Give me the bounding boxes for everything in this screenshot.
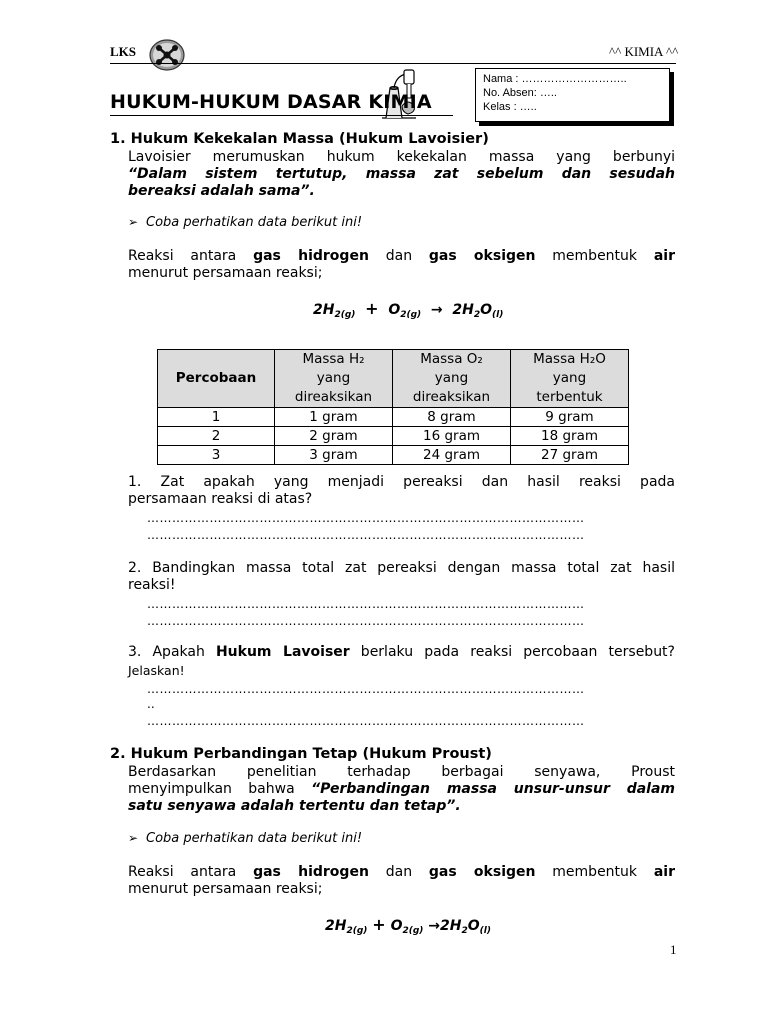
table-cell: 2 gram bbox=[275, 427, 393, 446]
atom-logo-icon bbox=[149, 39, 185, 71]
table-cell: 9 gram bbox=[511, 408, 629, 427]
lavoisier-quote-line1: “Dalam sistem tertutup, massa zat sebelum dan sesudah bbox=[128, 166, 675, 182]
table-cell: 8 gram bbox=[393, 408, 511, 427]
bullet-arrow-icon: ➢ bbox=[128, 831, 139, 845]
answer-line[interactable]: …………………………………………………………………………………………… bbox=[147, 714, 585, 728]
question-2-line1: 2. Bandingkan massa total zat pereaksi dengan massa total zat hasil bbox=[128, 560, 675, 576]
section1-intro: Lavoisier merumuskan hukum kekekalan massa yang berbunyi bbox=[128, 149, 675, 165]
reaction-equation-1: $2H_{2(g)} + O_{2(g)} \to 2H_2O_{(l)}$ bbox=[313, 299, 504, 320]
lavoisier-quote-line2: bereaksi adalah sama”. bbox=[128, 183, 315, 199]
lks-label: LKS bbox=[110, 44, 137, 59]
table-cell: 3 bbox=[158, 446, 275, 465]
question-3-line1: 3. Apakah Hukum Lavoiser berlaku pada reaksi percobaan tersebut? bbox=[128, 644, 675, 660]
lavoisier-data-table bbox=[157, 349, 629, 465]
question-3-line2: Jelaskan! bbox=[128, 663, 185, 678]
answer-line[interactable]: …………………………………………………………………………………………… bbox=[147, 511, 585, 525]
kelas-field[interactable]: Kelas : ….. bbox=[483, 101, 537, 113]
section2-line1: Berdasarkan penelitian terhadap berbagai senyawa, Proust bbox=[128, 764, 675, 780]
header-percobaan: Percobaan bbox=[158, 350, 275, 408]
table-row bbox=[158, 446, 629, 465]
section2-line2: menyimpulkan bahwa “Perbandingan massa unsur-unsur dalam bbox=[128, 781, 676, 797]
table-cell: 1 gram bbox=[275, 408, 393, 427]
table-cell: 1 bbox=[158, 408, 275, 427]
section1-reaction-line2: menurut persamaan reaksi; bbox=[128, 265, 323, 281]
bullet-arrow-icon: ➢ bbox=[128, 215, 139, 229]
section2-bullet: Coba perhatikan data berikut ini! bbox=[146, 831, 363, 846]
header-rule bbox=[110, 63, 676, 64]
table-cell: 2 bbox=[158, 427, 275, 446]
answer-line[interactable]: …………………………………………………………………………………………… bbox=[147, 682, 585, 696]
table-row bbox=[158, 408, 629, 427]
table-cell: 16 gram bbox=[393, 427, 511, 446]
section1-reaction-line1: Reaksi antara gas hidrogen dan gas oksigen membentuk air bbox=[128, 248, 675, 264]
section2-reaction-line2: menurut persamaan reaksi; bbox=[128, 881, 323, 897]
table-cell: 24 gram bbox=[393, 446, 511, 465]
table-row bbox=[158, 427, 629, 446]
table-cell: 3 gram bbox=[275, 446, 393, 465]
table-header-row bbox=[158, 350, 629, 408]
section2-heading: 2. Hukum Perbandingan Tetap (Hukum Proust) bbox=[110, 746, 492, 762]
student-info-box bbox=[475, 68, 670, 122]
header-massa-h2o: Massa H₂O yang terbentuk bbox=[511, 350, 629, 408]
proust-quote-line: satu senyawa adalah tertentu dan tetap”. bbox=[128, 798, 461, 814]
question-1-line1: 1. Zat apakah yang menjadi pereaksi dan hasil reaksi pada bbox=[128, 474, 675, 490]
answer-line[interactable]: …………………………………………………………………………………………… bbox=[147, 597, 585, 611]
section1-heading: 1. Hukum Kekekalan Massa (Hukum Lavoisier) bbox=[110, 131, 489, 147]
kimia-label: ^^ KIMIA ^^ bbox=[609, 44, 679, 59]
answer-line-short[interactable]: .. bbox=[147, 697, 155, 711]
page-number: 1 bbox=[670, 942, 677, 957]
table-cell: 27 gram bbox=[511, 446, 629, 465]
no-absen-field[interactable]: No. Absen: ….. bbox=[483, 87, 557, 99]
table-cell: 18 gram bbox=[511, 427, 629, 446]
title-underline bbox=[110, 115, 453, 116]
answer-line[interactable]: …………………………………………………………………………………………… bbox=[147, 528, 585, 542]
answer-line[interactable]: …………………………………………………………………………………………… bbox=[147, 614, 585, 628]
question-1-line2: persamaan reaksi di atas? bbox=[128, 491, 313, 507]
header-massa-o2: Massa O₂ yang direaksikan bbox=[393, 350, 511, 408]
nama-field[interactable]: Nama : ……………………….. bbox=[483, 73, 627, 85]
question-2-line2: reaksi! bbox=[128, 577, 176, 593]
section1-bullet: Coba perhatikan data berikut ini! bbox=[146, 215, 363, 230]
reaction-equation-2: $2H_{2(g)} + O_{2(g)} \to 2H_2O_{(l)}$ bbox=[325, 915, 491, 936]
page-title: HUKUM-HUKUM DASAR KIMIA bbox=[110, 91, 432, 113]
header-massa-h2: Massa H₂ yang direaksikan bbox=[275, 350, 393, 408]
section2-reaction-line1: Reaksi antara gas hidrogen dan gas oksigen membentuk air bbox=[128, 864, 675, 880]
